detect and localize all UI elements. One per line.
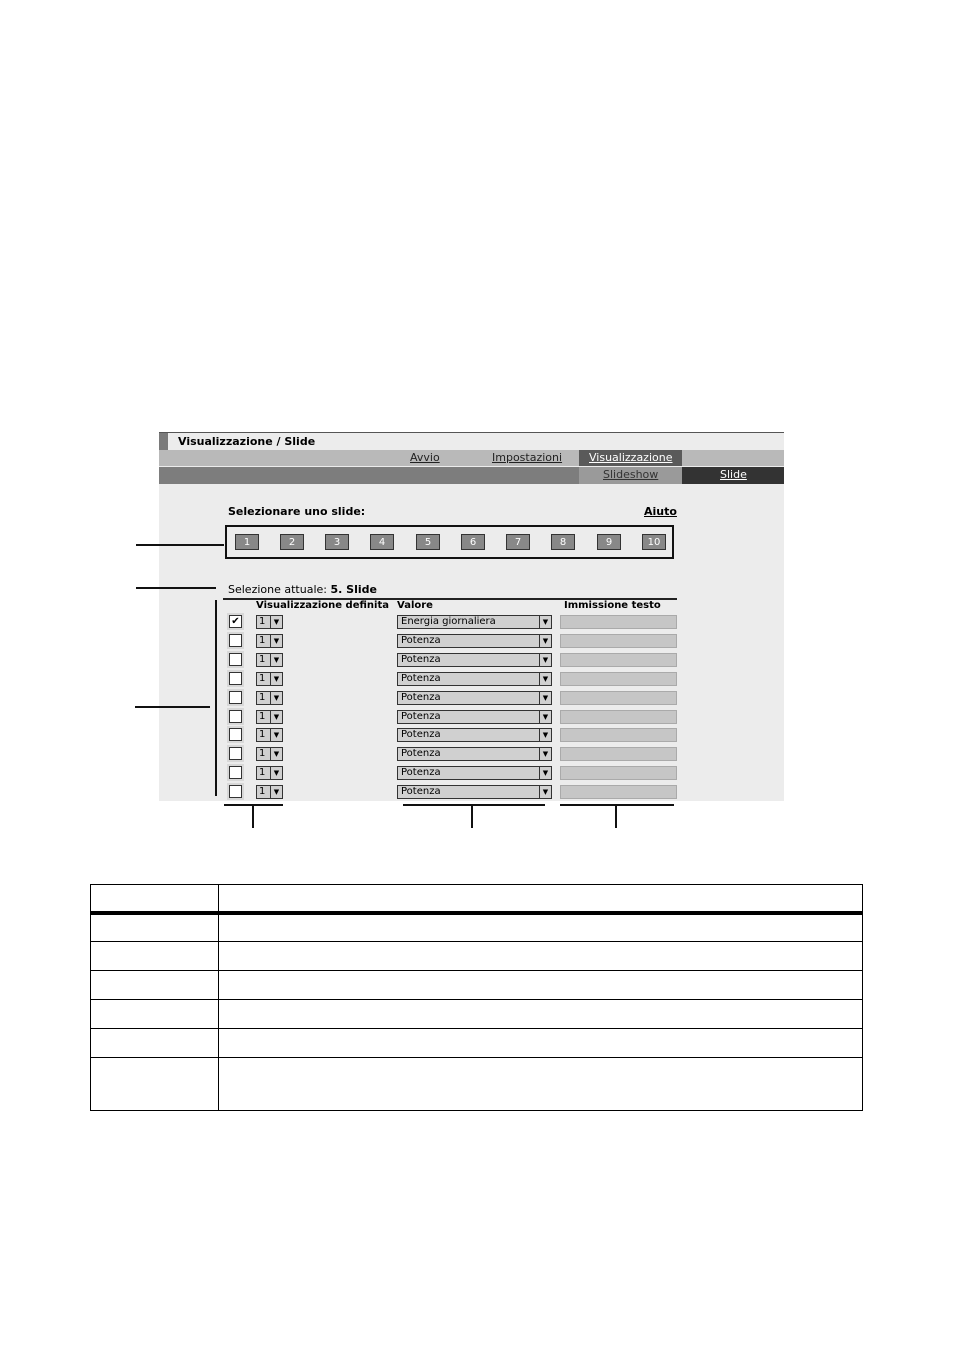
chevron-down-icon[interactable]: ▼ <box>539 711 551 723</box>
subnav-slideshow-tab[interactable] <box>579 467 682 484</box>
callout-bracket-text <box>560 804 674 806</box>
value-select[interactable] <box>397 785 552 799</box>
legend-row <box>91 1000 863 1029</box>
table-row <box>223 632 677 651</box>
chevron-down-icon[interactable]: ▼ <box>539 748 551 760</box>
value-select[interactable] <box>397 634 552 648</box>
current-selection <box>228 583 377 596</box>
text-entry-input[interactable] <box>560 710 677 724</box>
callout-bracket-rows <box>215 600 217 796</box>
display-number-select[interactable] <box>256 785 283 799</box>
subnav-slide-tab[interactable] <box>682 467 784 484</box>
display-number-value: 1 <box>259 691 266 703</box>
slide-button-5[interactable]: 5 <box>416 534 440 550</box>
callout-stem-num <box>252 804 254 828</box>
row-checkbox[interactable] <box>229 785 242 798</box>
nav-impostazioni[interactable]: Impostazioni <box>492 451 563 464</box>
text-entry-input[interactable] <box>560 728 677 742</box>
chevron-down-icon[interactable]: ▼ <box>539 692 551 704</box>
chevron-down-icon[interactable]: ▼ <box>270 786 282 798</box>
chevron-down-icon[interactable]: ▼ <box>270 729 282 741</box>
legend-cell <box>219 913 863 942</box>
text-entry-input[interactable] <box>560 634 677 648</box>
slide-button-6[interactable]: 6 <box>461 534 485 550</box>
slide-button-3[interactable]: 3 <box>325 534 349 550</box>
value-select[interactable] <box>397 747 552 761</box>
table-row <box>223 651 677 670</box>
slide-button-1[interactable]: 1 <box>235 534 259 550</box>
slide-selector <box>225 525 674 559</box>
slide-button-9[interactable]: 9 <box>597 534 621 550</box>
display-number-value: 1 <box>259 634 266 646</box>
chevron-down-icon[interactable]: ▼ <box>270 767 282 779</box>
legend-cell <box>219 942 863 971</box>
value-select-text: Potenza <box>401 710 441 722</box>
title-bar <box>159 432 784 450</box>
display-number-select[interactable] <box>256 691 283 705</box>
callout-line-3 <box>135 706 210 708</box>
value-select-text: Potenza <box>401 634 441 646</box>
table-row <box>223 670 677 689</box>
legend-row <box>91 913 863 942</box>
text-entry-input[interactable] <box>560 615 677 629</box>
help-link[interactable]: Aiuto <box>644 505 677 518</box>
value-select[interactable] <box>397 691 552 705</box>
chevron-down-icon[interactable]: ▼ <box>539 786 551 798</box>
title-accent <box>159 433 168 450</box>
row-checkbox[interactable] <box>229 634 242 647</box>
value-select-text: Potenza <box>401 767 441 779</box>
legend-table <box>90 884 863 1111</box>
value-select[interactable] <box>397 766 552 780</box>
nav-visualizzazione[interactable]: Visualizzazione <box>589 451 673 464</box>
legend-cell <box>91 1058 219 1111</box>
header-value: Valore <box>397 600 433 611</box>
display-number-select[interactable] <box>256 672 283 686</box>
display-number-value: 1 <box>259 710 266 722</box>
current-selection-value: 5. Slide <box>330 583 377 596</box>
row-checkbox[interactable] <box>229 653 242 666</box>
table-row <box>223 745 677 764</box>
chevron-down-icon[interactable]: ▼ <box>270 692 282 704</box>
row-checkbox[interactable] <box>229 691 242 704</box>
slide-button-4[interactable]: 4 <box>370 534 394 550</box>
chevron-down-icon[interactable]: ▼ <box>270 616 282 628</box>
value-select-text: Energia giornaliera <box>401 616 496 627</box>
legend-cell <box>219 1000 863 1029</box>
legend-cell <box>219 971 863 1000</box>
display-number-value: 1 <box>259 616 266 627</box>
table-row <box>223 708 677 727</box>
legend-cell <box>91 942 219 971</box>
table-row <box>223 613 677 632</box>
display-number-value: 1 <box>259 672 266 684</box>
text-entry-input[interactable] <box>560 672 677 686</box>
display-number-value: 1 <box>259 786 266 798</box>
display-number-select[interactable] <box>256 766 283 780</box>
chevron-down-icon[interactable]: ▼ <box>539 729 551 741</box>
nav-avvio[interactable]: Avvio <box>410 451 440 464</box>
display-number-select[interactable] <box>256 653 283 667</box>
chevron-down-icon[interactable]: ▼ <box>270 654 282 666</box>
value-select-text: Potenza <box>401 653 441 665</box>
display-number-select[interactable] <box>256 710 283 724</box>
value-select[interactable] <box>397 615 552 629</box>
legend-cell <box>219 1058 863 1111</box>
slide-button-8[interactable]: 8 <box>551 534 575 550</box>
text-entry-input[interactable] <box>560 766 677 780</box>
legend-cell <box>219 885 863 913</box>
chevron-down-icon[interactable]: ▼ <box>539 767 551 779</box>
subnav-slide[interactable]: Slide <box>720 468 747 481</box>
display-number-value: 1 <box>259 748 266 760</box>
app-screen <box>159 432 784 801</box>
legend-row <box>91 1058 863 1111</box>
display-number-select[interactable] <box>256 634 283 648</box>
legend-cell <box>91 971 219 1000</box>
row-checkbox[interactable] <box>229 672 242 685</box>
value-select-text: Potenza <box>401 748 441 760</box>
value-select-text: Potenza <box>401 729 441 741</box>
chevron-down-icon[interactable]: ▼ <box>270 748 282 760</box>
value-select-text: Potenza <box>401 672 441 684</box>
nav-visualizzazione-tab[interactable] <box>579 450 682 466</box>
table-row <box>223 783 677 802</box>
display-number-select[interactable] <box>256 728 283 742</box>
value-select[interactable] <box>397 710 552 724</box>
row-checkbox[interactable] <box>229 728 242 741</box>
value-select[interactable] <box>397 653 552 667</box>
display-number-value: 1 <box>259 767 266 779</box>
legend-cell <box>91 1000 219 1029</box>
slide-button-2[interactable]: 2 <box>280 534 304 550</box>
callout-line-2 <box>136 587 216 589</box>
slide-button-10[interactable]: 10 <box>642 534 666 550</box>
row-checkbox[interactable]: ✔ <box>229 615 242 628</box>
display-number-select[interactable] <box>256 747 283 761</box>
legend-cell <box>91 913 219 942</box>
callout-line-1 <box>136 544 224 546</box>
chevron-down-icon[interactable]: ▼ <box>539 616 551 628</box>
legend-cell <box>91 885 219 913</box>
text-entry-input[interactable] <box>560 653 677 667</box>
chevron-down-icon[interactable]: ▼ <box>539 654 551 666</box>
value-select[interactable] <box>397 672 552 686</box>
chevron-down-icon[interactable]: ▼ <box>539 635 551 647</box>
page-title: Visualizzazione / Slide <box>178 435 316 448</box>
header-display: Visualizzazione definita <box>256 600 389 611</box>
subnav-slideshow[interactable]: Slideshow <box>603 468 659 481</box>
callout-stem-text <box>615 804 617 828</box>
callout-bracket-value <box>403 804 545 806</box>
legend-header-row <box>91 885 863 913</box>
value-select-text: Potenza <box>401 691 441 703</box>
table-header <box>223 598 677 612</box>
select-slide-label: Selezionare uno slide: <box>228 505 366 518</box>
text-entry-input[interactable] <box>560 747 677 761</box>
chevron-down-icon[interactable]: ▼ <box>270 711 282 723</box>
text-entry-input[interactable] <box>560 785 677 799</box>
text-entry-input[interactable] <box>560 691 677 705</box>
value-select-text: Potenza <box>401 786 441 798</box>
value-select[interactable] <box>397 728 552 742</box>
current-selection-label: Selezione attuale: <box>228 583 327 596</box>
display-number-value: 1 <box>259 729 266 741</box>
legend-row <box>91 942 863 971</box>
sub-nav <box>159 467 784 484</box>
table-row <box>223 764 677 783</box>
row-checkbox[interactable] <box>229 747 242 760</box>
slide-button-7[interactable]: 7 <box>506 534 530 550</box>
table-row <box>223 726 677 745</box>
legend-row <box>91 1029 863 1058</box>
display-number-value: 1 <box>259 653 266 665</box>
callout-stem-value <box>471 804 473 828</box>
legend-cell <box>91 1029 219 1058</box>
row-checkbox[interactable] <box>229 710 242 723</box>
chevron-down-icon[interactable]: ▼ <box>539 673 551 685</box>
main-nav <box>159 450 784 466</box>
chevron-down-icon[interactable]: ▼ <box>270 635 282 647</box>
display-number-select[interactable] <box>256 615 283 629</box>
legend-row <box>91 971 863 1000</box>
legend-cell <box>219 1029 863 1058</box>
chevron-down-icon[interactable]: ▼ <box>270 673 282 685</box>
header-text: Immissione testo <box>564 600 661 611</box>
row-checkbox[interactable] <box>229 766 242 779</box>
table-row <box>223 689 677 708</box>
